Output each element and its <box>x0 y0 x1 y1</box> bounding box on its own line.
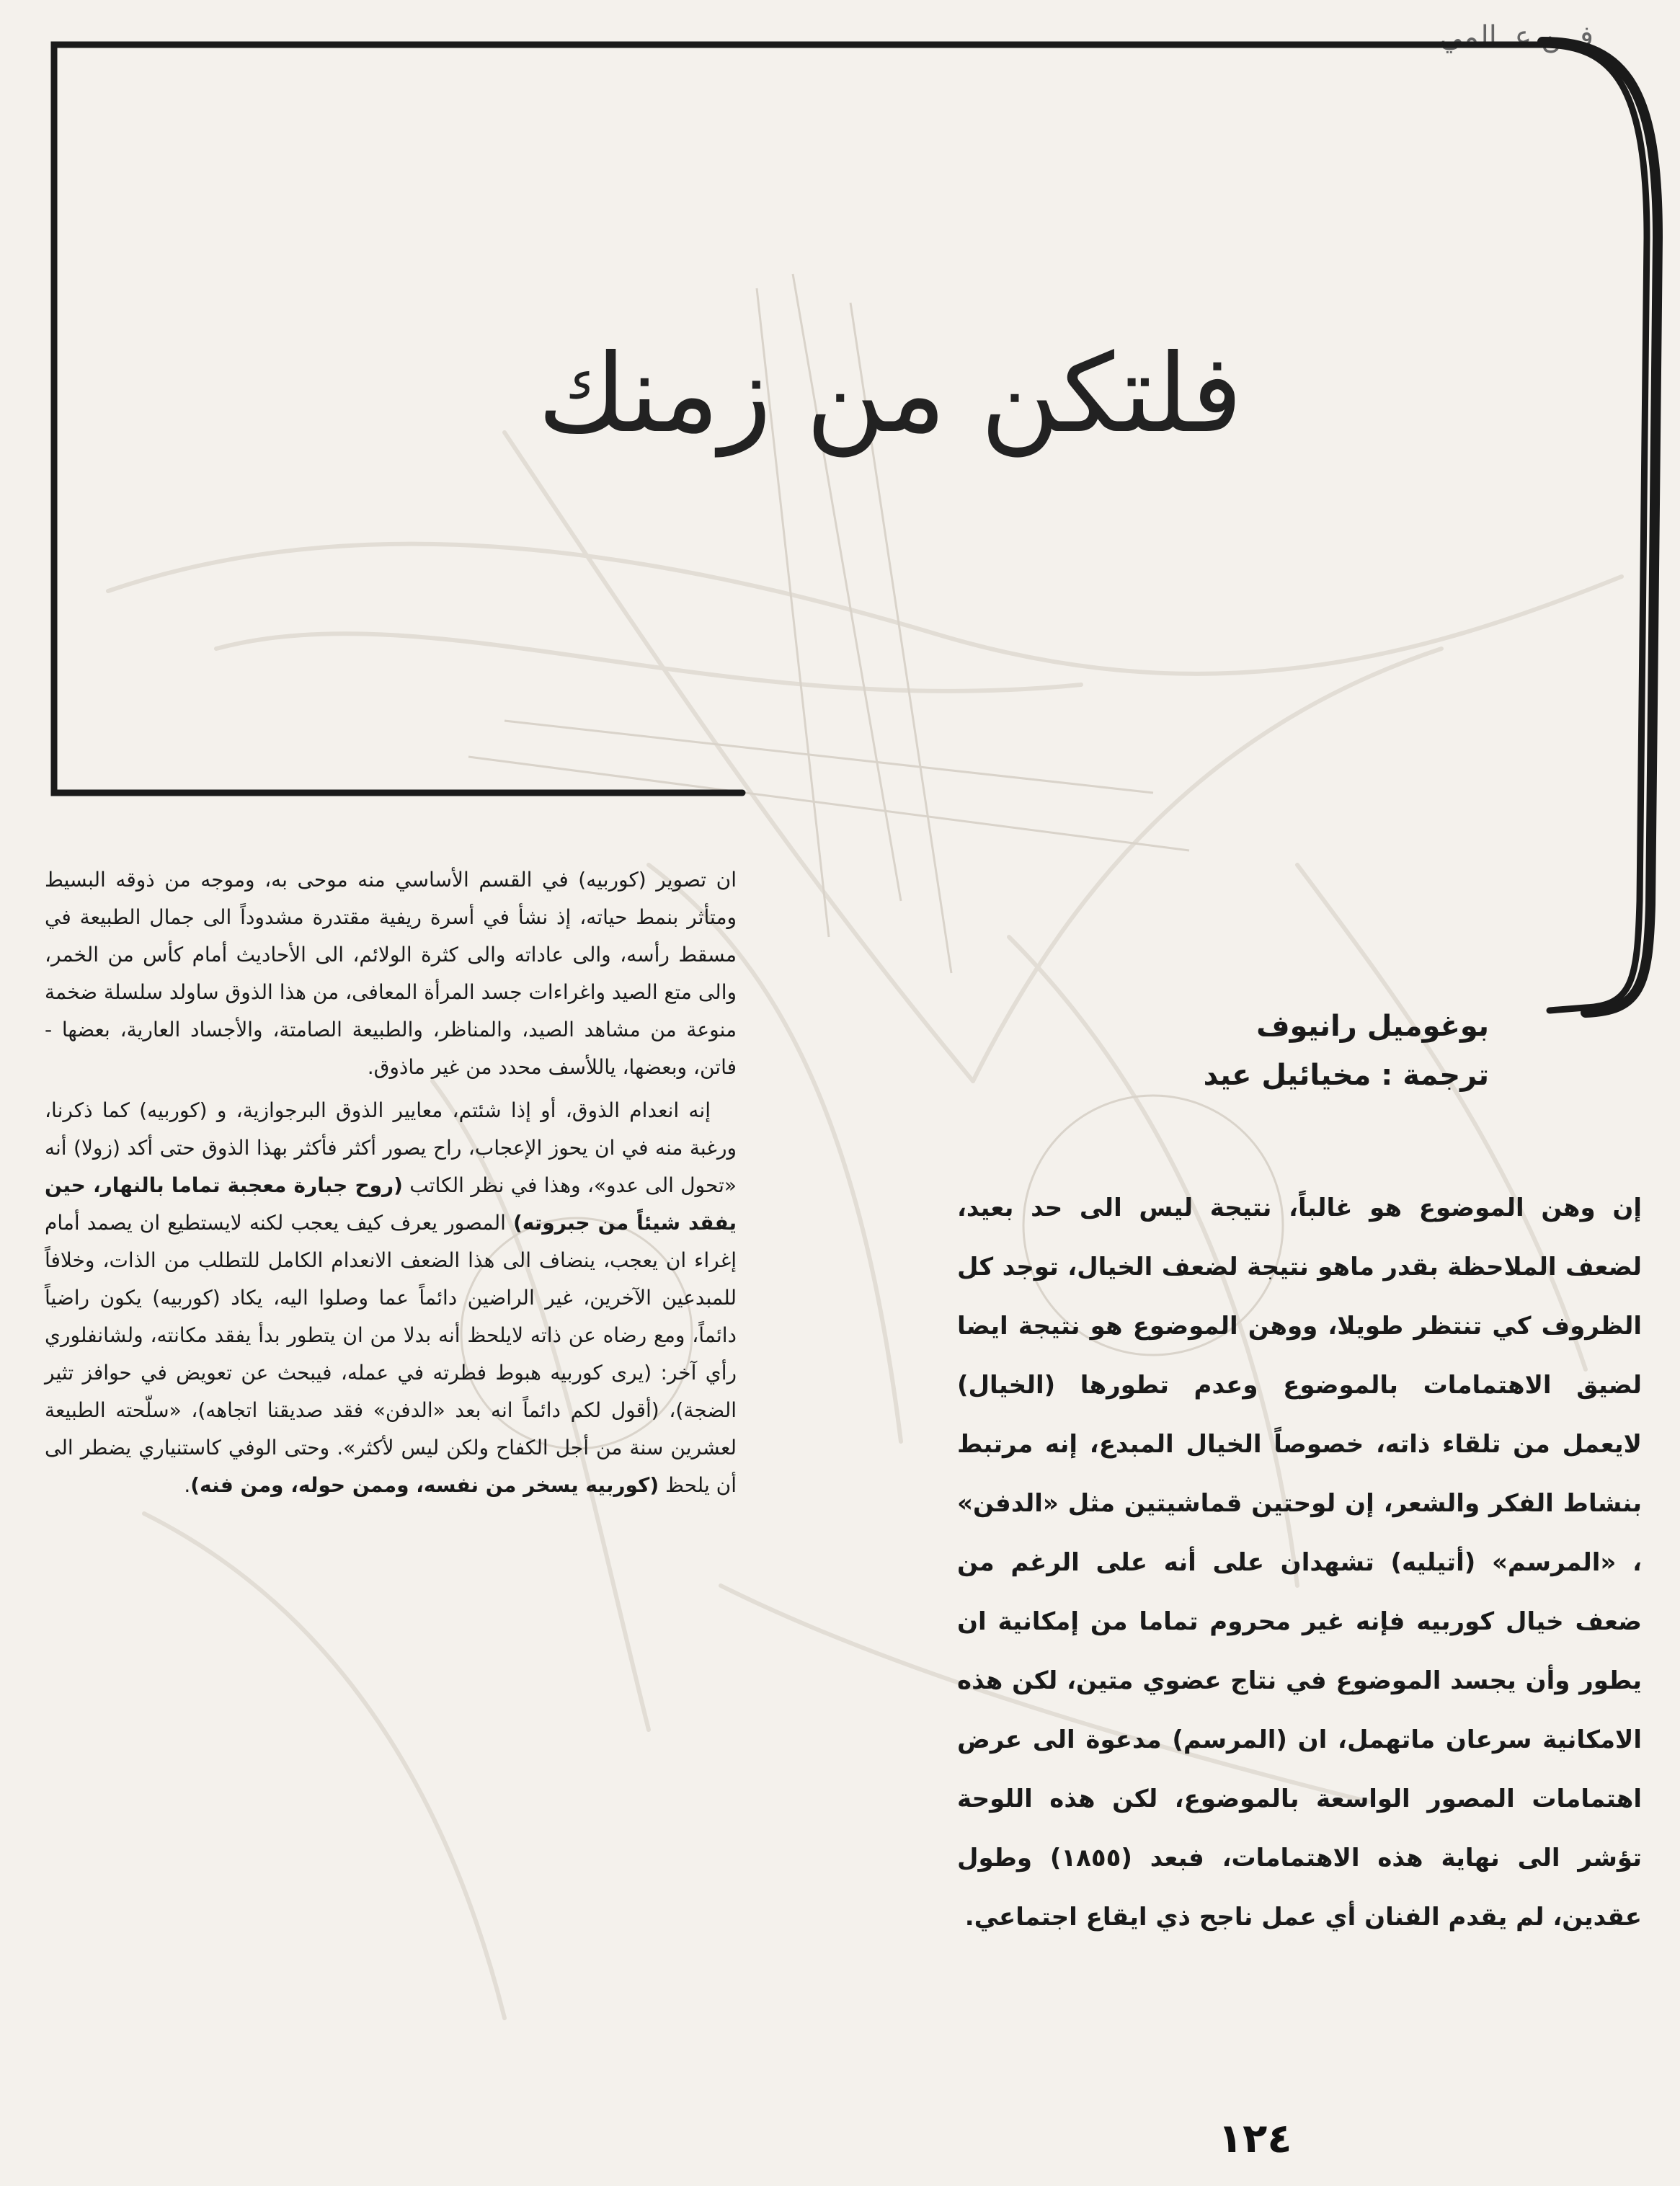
paragraph-2-text-b: المصور يعرف كيف يعجب لكنه لايستطيع ان يصمد أمام إغراء ان يعجب، ينضاف الى هذا الضعف الانعدام الكامل للتطلب من الذات، وخلافاً للمبدعين الآخرين، غير الراضين دائماً عما وصلوا اليه، يكاد (كوربيه) يكون راضياً دائماً، ومع رضاه عن ذاته لايلحظ أنه بدلا من ان يتطور بدأ يفقد مكانته، ولشانفلوري رأي آخر: (يرى كوربيه هبوط فطرته في عمله، فيبحث عن تعويض في حوافز تثير الضجة)، (أقول لكم دائماً انه بعد «الدفن» فقد صديقنا اتجاهه)، «سلّحته الطبيعة لعشرين سنة من أجل الكفاح ولكن ليس لأكثر». وحتى الوفي كاستنياري يضطر الى أن يلحظ <box>45 1211 737 1497</box>
byline <box>985 1002 1489 1100</box>
paragraph-2-end: . <box>184 1473 191 1497</box>
right-column <box>957 1178 1642 1947</box>
left-column-paragraph-1: ان تصوير (كوربيه) في القسم الأساسي منه موحى به، وموجه من ذوقه البسيط ومتأثر بنمط حياته، إذ نشأ في أسرة ريفية مقتدرة مشدوداً الى جمال الطبيعة في مسقط رأسه، والى عاداته والى كثرة الولائم، الى الأحاديث أمام كأس من الخمر، والى متع الصيد واغراءات جسد المرأة المعافى، من هذا الذوق ساولد سلسلة ضخمة منوعة من مشاهد الصيد، والمناظر، والطبيعة الصامتة، والأجساد العارية، بعضها - فاتن، وبعضها، ياللأسف محدد من غير ماذوق. <box>45 868 737 1079</box>
section-label: فــن عــالمي <box>1439 20 1594 53</box>
article-title: فلتكن من زمنك <box>537 332 1243 457</box>
page-number: ١٢٤ <box>1218 2115 1292 2162</box>
translator-name: ترجمة : مخيائيل عيد <box>1203 1059 1489 1092</box>
quote-bold-2: (كوربيه يسخر من نفسه، وممن حوله، ومن فنه) <box>190 1473 659 1497</box>
right-column-paragraph: إن وهن الموضوع هو غالباً، نتيجة ليس الى حد بعيد، لضعف الملاحظة بقدر ماهو نتيجة لضعف الخيال، توجد كل الظروف كي تنتظر طويلا، ووهن الموضوع هو نتيجة ايضا لضيق الاهتمامات بالموضوع وعدم تطورها (الخيال) لايعمل من تلقاء ذاته، خصوصاً الخيال المبدع، إنه مرتبط بنشاط الفكر والشعر، إن لوحتين قماشيتين مثل «الدفن» ، «المرسم» (أتيليه) تشهدان على أنه على الرغم من ضعف خيال كوربيه فإنه غير محروم تماما من إمكانية ان يطور وأن يجسد الموضوع في نتاج عضوي متين، لكن هذه الامكانية سرعان ماتهمل، ان (المرسم) مدعوة الى عرض اهتمامات المصور الواسعة بالموضوع، لكن هذه اللوحة تؤشر الى نهاية هذه الاهتمامات، فبعد (١٨٥٥) وطول عقدين، لم يقدم الفنان أي عمل ناجح ذي ايقاع اجتماعي. <box>957 1194 1642 1932</box>
author-name: بوغوميل رانيوف <box>1256 1010 1489 1043</box>
left-column <box>45 861 737 1504</box>
left-column-paragraph-2 <box>45 1092 737 1504</box>
quote-bold-1: (روح جبارة معجبة تماما بالنهار، حين يفقد شيئاً من جبروته) <box>45 1173 737 1235</box>
paragraph-2-text-a: إنه انعدام الذوق، أو إذا شئتم، معايير الذوق البرجوازية، و (كوربيه) كما ذكرنا، ورغبة منه في ان يحوز الإعجاب، راح يصور أكثر فأكثر بهذا الذوق حتى أكد (زولا) أنه «تحول الى عدو»، وهذا في نظر الكاتب <box>45 1098 737 1197</box>
